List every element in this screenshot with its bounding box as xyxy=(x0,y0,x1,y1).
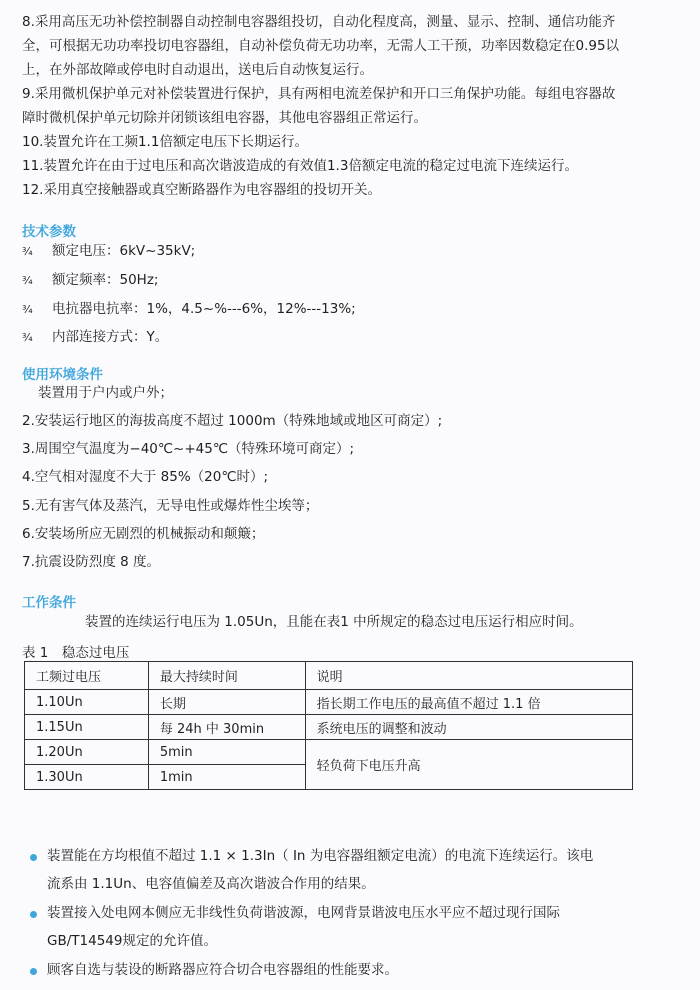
table-cell-merged: 轻负荷下电压升高 xyxy=(305,740,632,790)
tech-param-item xyxy=(22,270,158,291)
feature-line: 8.采用高压无功补偿控制器自动控制电容器组投切，自动化程度高，测量、显示、控制、通信功能齐 xyxy=(22,14,616,30)
bullet-dot-icon xyxy=(30,911,37,918)
feature-line: 9.采用微机保护单元对补偿装置进行保护，具有两相电流差保护和开口三角保护功能。每组电容器故 xyxy=(22,86,616,102)
tech-param-text: 额定频率：50Hz; xyxy=(52,272,159,288)
env-item: 4.空气相对湿度不大于 85%（20℃时）; xyxy=(22,469,269,485)
env-conditions-title: 使用环境条件 xyxy=(22,367,103,383)
table-caption: 表 1 稳态过电压 xyxy=(22,645,130,661)
feature-line: 11.装置允许在由于过电压和高次谐波造成的有效值1.3倍额定电流的稳定过电流下连续运行。 xyxy=(22,158,578,174)
tech-param-item xyxy=(22,241,195,262)
tech-param-text: 额定电压：6kV~35kV; xyxy=(52,243,196,259)
note-line: 流系由 1.1Un、电容值偏差及高次谐波合作用的结果。 xyxy=(47,876,375,892)
work-conditions-intro: 装置的连续运行电压为 1.05Un，且能在表1 中所规定的稳态过电压运行相应时间。 xyxy=(85,614,583,630)
work-conditions-title: 工作条件 xyxy=(22,595,76,611)
table-row xyxy=(25,740,633,765)
tech-param-text: 电抗器电抗率：1%，4.5~%---6%，12%---13%; xyxy=(52,301,356,317)
tech-param-item xyxy=(22,299,356,320)
table-cell: 系统电压的调整和波动 xyxy=(305,715,632,740)
note-line: 装置接入处电网本侧应无非线性负荷谐波源，电网背景谐波电压水平应不超过现行国际 xyxy=(47,905,560,921)
env-item: 5.无有害气体及蒸汽，无导电性或爆炸性尘埃等； xyxy=(22,498,319,514)
env-item: 2.安装运行地区的海拔高度不超过 1000m（特殊地域或地区可商定）; xyxy=(22,413,443,429)
overvoltage-table xyxy=(24,661,633,790)
item-marker: ¾ xyxy=(22,274,33,287)
note-line: GB/T14549规定的允许值。 xyxy=(47,933,217,949)
table-cell: 每 24h 中 30min xyxy=(148,715,305,740)
env-item: 6.安装场所应无剧烈的机械振动和颠簸； xyxy=(22,526,265,542)
feature-line: 上，在外部故障或停电时自动退出，送电后自动恢复运行。 xyxy=(22,62,373,78)
env-item: 装置用于户内或户外； xyxy=(38,385,173,401)
table-header-cell: 工频过电压 xyxy=(25,662,149,690)
table-cell: 长期 xyxy=(148,690,305,715)
tech-param-text: 内部连接方式：Y。 xyxy=(52,329,169,345)
feature-line: 全，可根据无功功率投切电容器组，自动补偿负荷无功功率，无需人工干预，功率因数稳定在0.95以 xyxy=(22,38,620,54)
item-marker: ¾ xyxy=(22,303,33,316)
note-line: 顾客自选与装设的断路器应符合切合电容器组的性能要求。 xyxy=(47,962,398,978)
bullet-dot-icon xyxy=(30,968,37,975)
feature-line: 障时微机保护单元切除并闭锁该组电容器，其他电容器组正常运行。 xyxy=(22,110,427,126)
tech-params-title: 技术参数 xyxy=(22,224,76,240)
table-cell: 1.15Un xyxy=(25,715,149,740)
table-cell: 1.10Un xyxy=(25,690,149,715)
table-cell: 1min xyxy=(148,765,305,790)
tech-param-item xyxy=(22,327,168,348)
table-cell: 1.30Un xyxy=(25,765,149,790)
env-item: 3.周围空气温度为−40℃~+45℃（特殊环境可商定）; xyxy=(22,441,355,457)
table-row xyxy=(25,690,633,715)
item-marker: ¾ xyxy=(22,245,33,258)
note-line: 装置能在方均根值不超过 1.1 × 1.3In（ In 为电容器组额定电流）的电流下连续运行。该电 xyxy=(47,848,594,864)
item-marker: ¾ xyxy=(22,331,33,344)
table-row xyxy=(25,715,633,740)
env-item: 7.抗震设防烈度 8 度。 xyxy=(22,554,161,570)
table-header-cell: 说明 xyxy=(305,662,632,690)
feature-line: 12.采用真空接触器或真空断路器作为电容器组的投切开关。 xyxy=(22,182,381,198)
bullet-dot-icon xyxy=(30,854,37,861)
table-cell: 指长期工作电压的最高值不超过 1.1 倍 xyxy=(305,690,632,715)
table-cell: 5min xyxy=(148,740,305,765)
table-cell: 1.20Un xyxy=(25,740,149,765)
table-header-row xyxy=(25,662,633,690)
table-header-cell: 最大持续时间 xyxy=(148,662,305,690)
feature-line: 10.装置允许在工频1.1倍额定电压下长期运行。 xyxy=(22,134,308,150)
